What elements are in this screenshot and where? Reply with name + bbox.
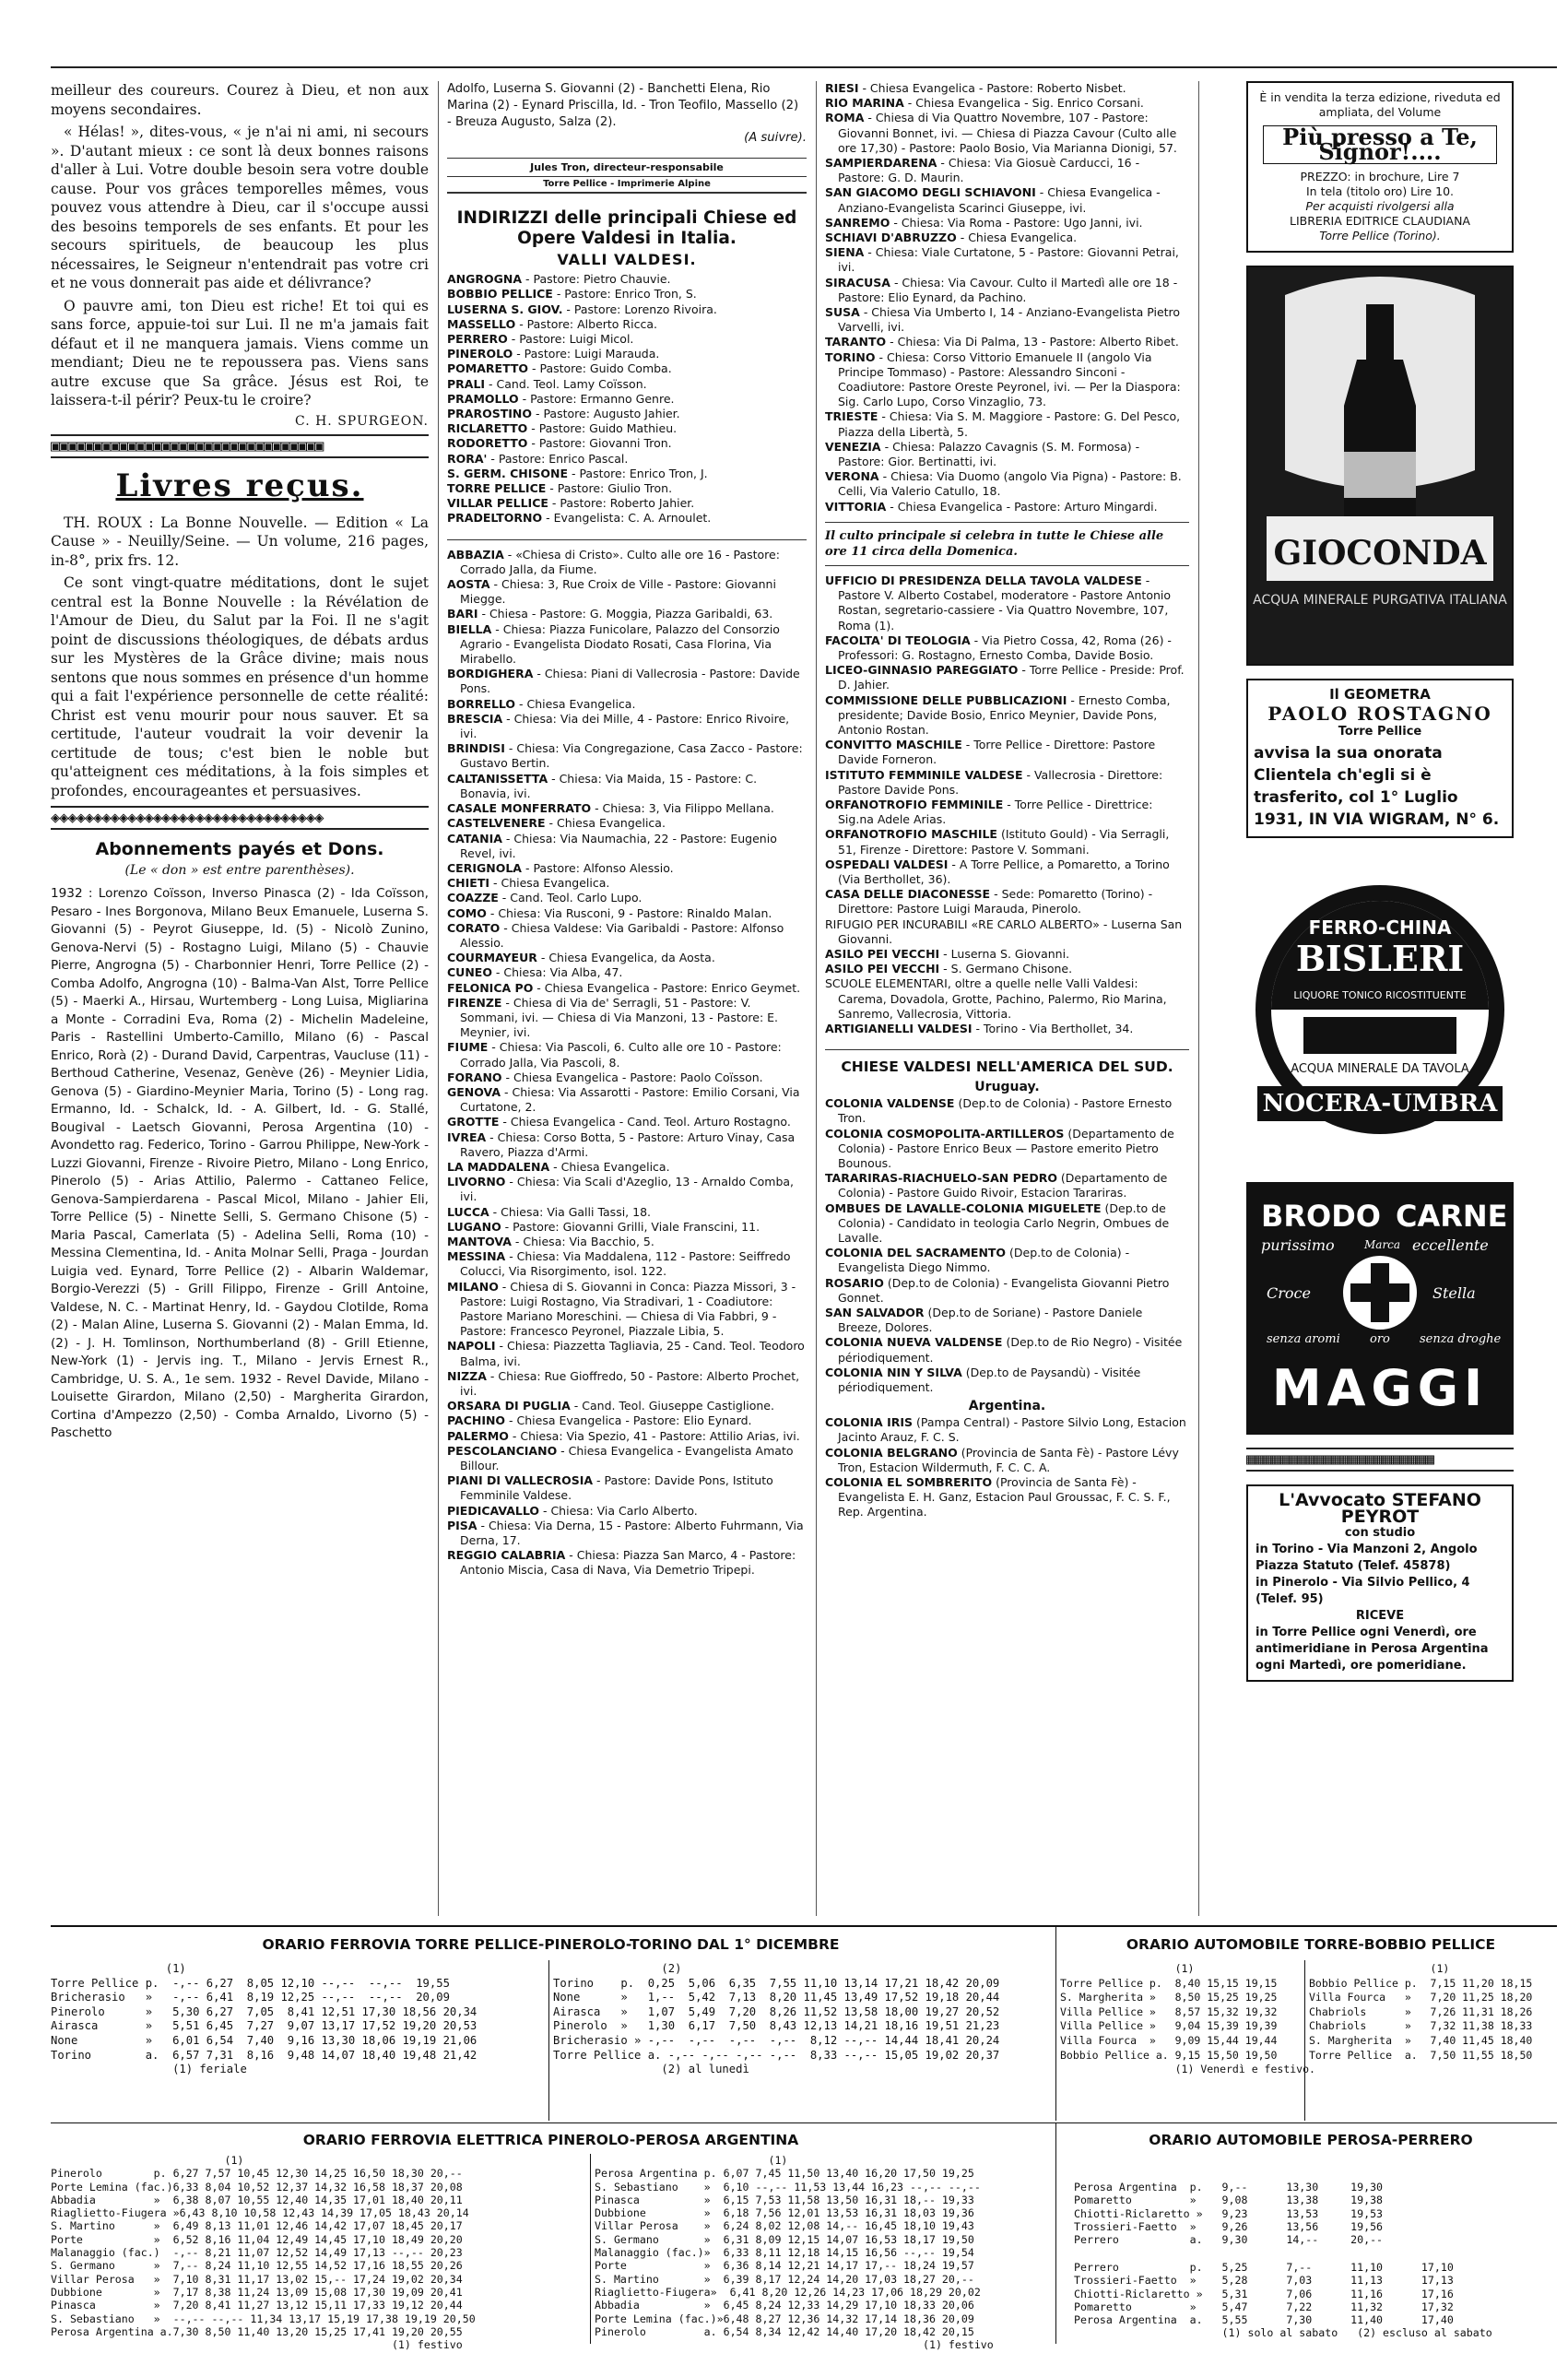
directory-entry: COURMAYEUR - Chiesa Evangelica, da Aosta. <box>447 951 715 965</box>
bisleri-brand: BISLERI <box>1295 938 1465 979</box>
directory-entry: LIVORNO - Chiesa: Via Scali d'Azeglio, 13 - Arnaldo Comba, ivi. <box>447 1175 795 1204</box>
uruguay-heading: Uruguay. <box>974 1080 1040 1095</box>
ad-city: Torre Pellice (Torino). <box>1319 229 1441 242</box>
top-rule <box>51 66 1557 68</box>
timetable-torre-bobbio: (1) Torre Pellice p. 8,40 15,15 19,15 S. Margherita » 8,50 15,25 19,25 Villa Pellice » 8,57 15,32 19,32 Villa Pellice » 9,04 15,39 19,39 Villa Fourca » 9,09 15,44 19,44 Bobbio Pellice a. 9,15 15,50 19,50 (1) Venerdì e festivo. <box>1060 1962 1315 2076</box>
directory-entry: BIELLA - Chiesa: Piazza Funicolare, Palazzo del Consorzio Agrario - Evangelista Diodato Rosati, Casa Florina, Via Mirabello. <box>447 621 780 667</box>
maggi-eccellente: eccellente <box>1412 1236 1489 1254</box>
directory-entry: UFFICIO DI PRESIDENZA DELLA TAVOLA VALDESE - Pastore V. Alberto Costabel, moderatore - Pastore Antonio Rostan, segretario-cassiere - Via Quattro Novembre, 107, Roma (1). <box>825 573 1172 633</box>
gioconda-subtitle: ACQUA MINERALE PURGATIVA ITALIANA <box>1253 593 1507 608</box>
directory-entry: TARANTO - Chiesa: Via Di Palma, 13 - Pastore: Alberto Ribet. <box>825 335 1179 349</box>
directory-entry: POMARETTO - Pastore: Guido Comba. <box>447 361 672 376</box>
nocera-subtitle: ACQUA MINERALE DA TAVOLA <box>1291 1062 1469 1076</box>
maggi-carne: CARNE <box>1396 1199 1508 1234</box>
nocera-brand: NOCERA-UMBRA <box>1262 1090 1498 1117</box>
maggi-marca: Marca <box>1364 1238 1401 1251</box>
directory-entry: COAZZE - Cand. Teol. Carlo Lupo. <box>447 891 643 905</box>
directory-entry: LUGANO - Pastore: Giovanni Grilli, Viale Franscini, 11. <box>447 1219 760 1234</box>
timetable-perrero-perosa: Perrero p. 5,25 7,-- 11,10 17,10 Trossieri-Faetto » 5,28 7,03 11,13 17,13 Chiotti-Riclaretto » 5,31 7,06 11,16 17,16 Pomaretto » 5,47 7,22 11,32 17,32 Perosa Argentina a. 5,55 7,30 11,40 17,40 (1) solo al sabato (2) escluso al sabato <box>1074 2261 1492 2340</box>
directory-entry: RIFUGIO PER INCURABILI «RE CARLO ALBERTO» - Luserna San Giovanni. <box>825 916 1183 946</box>
spurgeon-paragraph-1: meilleur des coureurs. Courez à Dieu, et non aux moyens secondaires. <box>51 82 429 118</box>
directory-entry: TORINO - Chiesa: Corso Vittorio Emanuele II (angolo Via Principe Tommaso) - Pastore: Alessandro Sinconi - Coadiutore: Pastore Oreste Peyronel, ivi. — Per la Diaspora: Sig. Carlo Lupo, Corso Vinzaglio, 73. <box>825 349 1181 409</box>
spurgeon-signature: C. H. SPURGEON. <box>294 413 429 429</box>
maggi-senza-aromi: senza aromi <box>1267 1332 1340 1346</box>
geometra-name: PAOLO ROSTAGNO <box>1267 703 1492 725</box>
italy-list-continued <box>825 81 1189 514</box>
spurgeon-paragraph-3: O pauvre ami, ton Dieu est riche! Et toi qui es sans force, appuie-toi sur Lui. Il ne m'a jamais fait défaut et il ne manquera jamais. Viens comme un mendiant; Dieu ne te repoussera pas. Viens sans autre excuse que Sa grâce. Jésus est Roi, te laissera-t-il périr? Peux-tu le croire? <box>51 297 429 408</box>
ornamental-border: ▣▣▣▣▣▣▣▣▣▣▣▣▣▣▣▣▣▣▣▣▣▣▣▣▣▣▣▣▣▣▣▣ <box>51 434 429 458</box>
directory-entry: ISTITUTO FEMMINILE VALDESE - Vallecrosia - Direttore: Pastore Davide Pons. <box>825 767 1163 797</box>
directory-entry: FIUME - Chiesa: Via Pascoli, 6. Culto alle ore 10 - Pastore: Corrado Jalla, Via Pascoli, 8. <box>447 1040 782 1070</box>
directory-entry: SUSA - Chiesa Via Umberto I, 14 - Anziano-Evangelista Pietro Varvelli, ivi. <box>825 305 1181 335</box>
indirizzi-heading: INDIRIZZI delle principali Chiese ed Opere Valdesi in Italia. <box>456 208 797 249</box>
directory-entry: ORSARA DI PUGLIA - Cand. Teol. Giuseppe Castiglione. <box>447 1399 774 1413</box>
livres-citation: TH. ROUX : La Bonne Nouvelle. — Edition « La Cause » - Neuilly/Seine. — Un volume, 216 pages, in-8°, prix frs. 12. <box>51 514 429 569</box>
divider <box>1055 1927 1056 2121</box>
livres-heading: Livres reçus. <box>115 467 364 504</box>
directory-entry: SCHIAVI D'ABRUZZO - Chiesa Evangelica. <box>825 231 1078 245</box>
timetable-bobbio-heading: ORARIO AUTOMOBILE TORRE-BOBBIO PELLICE <box>1126 1936 1496 1953</box>
bisleri-top: FERRO-CHINA <box>1308 916 1452 939</box>
ad-text: È in vendita la terza edizione, riveduta ed ampliata, del Volume <box>1259 90 1501 119</box>
directory-entry: FORANO - Chiesa Evangelica - Pastore: Paolo Coïsson. <box>447 1070 763 1084</box>
directory-entry: OSPEDALI VALDESI - A Torre Pellice, a Pomaretto, a Torino (Via Berthollet, 36). <box>825 857 1170 886</box>
directory-entry: CASALE MONFERRATO - Chiesa: 3, Via Filippo Mellana. <box>447 801 774 816</box>
directory-entry: ANGROGNA - Pastore: Pietro Chauvie. <box>447 272 671 287</box>
directory-entry: PIEDICAVALLO - Chiesa: Via Carlo Alberto. <box>447 1503 698 1518</box>
timetable-perosa-pinerolo: (1) Perosa Argentina p. 6,07 7,45 11,50 13,40 16,20 17,50 19,25 S. Sebastiano » 6,10 --,-- 11,53 13,44 16,23 --,-- --,-- Pinasca » 6,15 7,53 11,58 13,50 16,31 18,-- 19,33 Dubbione » 6,18 7,56 12,01 13,53 16,31 18,03 19,36 Villar Perosa » 6,24 8,02 12,08 14,-- 16,45 18,10 19,43 S. Germano » 6,31 8,09 12,15 14,07 16,53 18,17 19,50 Malanaggio (fac.)» 6,33 8,11 12,18 14,15 16,56 --,-- 19,54 Porte » 6,36 8,14 12,21 14,17 17,-- 18,24 19,57 S. Martino » 6,39 8,17 12,24 14,20 17,03 18,27 20,-- Riaglietto-Fiugera» 6,41 8,20 12,26 14,23 17,06 18,29 20,02 Abbadia » 6,45 8,24 12,33 14,29 17,10 18,33 20,06 Porte Lemina (fac.)»6,48 8,27 12,36 14,32 17,14 18,36 20,09 Pinerolo a. 6,54 8,34 12,42 14,40 17,20 18,42 20,15 (1) festivo <box>595 2154 994 2352</box>
directory-entry: LUSERNA S. GIOV. - Pastore: Lorenzo Rivoira. <box>447 302 717 316</box>
directory-entry: SAN SALVADOR (Dep.to de Soriane) - Pastore Daniele Breeze, Dolores. <box>825 1306 1143 1335</box>
directory-entry: VERONA - Chiesa: Via Duomo (angolo Via Pigna) - Pastore: B. Celli, Via Valerio Catullo, 18. <box>825 469 1182 499</box>
directory-entry: FELONICA PO - Chiesa Evangelica - Pastore: Enrico Geymet. <box>447 980 801 995</box>
directory-entry: CASTELVENERE - Chiesa Evangelica. <box>447 816 666 831</box>
peyrot-studio: con studio <box>1344 1526 1416 1540</box>
directory-entry: RODORETTO - Pastore: Giovanni Tron. <box>447 436 672 451</box>
directory-entry: CHIETI - Chiesa Evangelica. <box>447 876 610 891</box>
ad-price: PREZZO: in brochure, Lire 7 <box>1300 170 1460 183</box>
directory-entry: VILLAR PELLICE - Pastore: Roberto Jahier. <box>447 496 695 511</box>
directory-entry: CUNEO - Chiesa: Via Alba, 47. <box>447 965 623 980</box>
directory-entry: RIESI - Chiesa Evangelica - Pastore: Roberto Nisbet. <box>825 81 1126 95</box>
directory-entry: COLONIA NUEVA VALDENSE (Dep.to de Rio Negro) - Visitée périodiquement. <box>825 1335 1183 1365</box>
directory-entry: OMBUES DE LAVALLE-COLONIA MIGUELETE (Dep.to de Colonia) - Candidato in teologia Carlo Negrin, Ombues de Lavalle. <box>825 1200 1170 1246</box>
italy-list <box>447 548 807 1579</box>
maggi-brand: MAGGI <box>1271 1359 1489 1417</box>
claudiana-ad <box>1246 81 1514 253</box>
timetable-perrero-heading: ORARIO AUTOMOBILE PEROSA-PERRERO <box>1149 2132 1473 2148</box>
maggi-oro: oro <box>1370 1332 1390 1346</box>
directory-entry: SCUOLE ELEMENTARI, oltre a quelle nelle Valli Valdesi: Carema, Dovadola, Grotte, Pachino, Palermo, Rio Marina, Sanremo, Vallecrosia, Vittoria. <box>825 976 1167 1021</box>
separator <box>447 539 807 540</box>
editor-line: Jules Tron, directeur-responsabile <box>447 158 807 177</box>
directory-entry: CASA DELLE DIACONESSE - Sede: Pomaretto (Torino) - Direttore: Pastore Luigi Marauda, Pinerolo. <box>825 887 1153 916</box>
directory-entry: PACHINO - Chiesa Evangelica - Pastore: Elio Eynard. <box>447 1413 752 1428</box>
directory-entry: BORRELLO - Chiesa Evangelica. <box>447 696 636 711</box>
directory-entry: BRINDISI - Chiesa: Via Congregazione, Casa Zacco - Pastore: Gustavo Bertin. <box>447 741 803 771</box>
geometra-title: Il GEOMETRA <box>1329 686 1431 703</box>
ad-publisher: LIBRERIA EDITRICE CLAUDIANA <box>1290 214 1470 228</box>
bisleri-subtitle: LIQUORE TONICO RICOSTITUENTE <box>1293 989 1467 1001</box>
directory-entry: LA MADDALENA - Chiesa Evangelica. <box>447 1159 670 1174</box>
directory-entry: NAPOLI - Chiesa: Piazzetta Tagliavia, 25 - Cand. Teol. Teodoro Balma, ivi. <box>447 1339 805 1368</box>
bisleri-illustration <box>1248 851 1512 1169</box>
abonnements-heading: Abonnements payés et Dons. <box>95 839 384 859</box>
directory-entry: COMMISSIONE DELLE PUBBLICAZIONI - Ernesto Comba, presidente; Davide Bosio, Enrico Meynier, Davide Pons, Antonio Rostan. <box>825 692 1171 737</box>
geometra-ad <box>1246 679 1514 838</box>
directory-entry: NIZZA - Chiesa: Rue Gioffredo, 50 - Pastore: Alberto Prochet, ivi. <box>447 1368 800 1399</box>
directory-entry: MANTOVA - Chiesa: Via Bacchio, 5. <box>447 1234 654 1248</box>
timetable-pinerolo-perosa: (1) Pinerolo p. 6,27 7,57 10,45 12,30 14,25 16,50 18,30 20,-- Porte Lemina (fac.)6,33 8,04 10,52 12,37 14,32 16,58 18,37 20,08 Abbadia » 6,38 8,07 10,55 12,40 14,35 17,01 18,40 20,11 Riaglietto-Fiugera »6,43 8,10 10,58 12,43 14,39 17,05 18,43 20,14 S. Martino » 6,49 8,13 11,01 12,46 14,42 17,07 18,45 20,17 Porte » 6,52 8,16 11,04 12,49 14,45 17,10 18,49 20,20 Malanaggio (fac.) -,-- 8,21 11,07 12,52 14,49 17,13 --,-- 20,23 S. Germano » 7,-- 8,24 11,10 12,55 14,52 17,16 18,55 20,26 Villar Perosa » 7,10 8,31 11,17 13,02 15,-- 17,24 19,02 20,34 Dubbione » 7,17 8,38 11,24 13,09 15,08 17,30 19,09 20,41 Pinasca » 7,20 8,41 11,27 13,12 15,11 17,33 19,12 20,44 S. Sebastiano » --,-- --,-- 11,34 13,17 15,19 17,38 19,19 20,50 Perosa Argentina a.7,30 8,50 11,40 13,20 15,25 17,41 19,20 20,55 (1) festivo <box>51 2154 476 2352</box>
directory-entry: ASILO PEI VECCHI - Luserna S. Giovanni. <box>825 946 1070 961</box>
directory-entry: COLONIA NIN Y SILVA (Dep.to de Paysandù) - Visitée périodiquement. <box>825 1365 1141 1395</box>
directory-entry: GROTTE - Chiesa Evangelica - Cand. Teol. Arturo Rostagno. <box>447 1115 791 1129</box>
directory-entry: COLONIA IRIS (Pampa Central) - Pastore Silvio Long, Estacion Jacinto Arauz, F. C. S. <box>825 1415 1186 1445</box>
divider <box>548 1960 549 2121</box>
directory-entry: S. GERM. CHISONE - Pastore: Enrico Tron, J. <box>447 466 708 480</box>
directory-entry: AOSTA - Chiesa: 3, Rue Croix de Ville - Pastore: Giovanni Miegge. <box>447 577 776 607</box>
abonnements-subheading: (Le « don » est entre parenthèses). <box>124 863 355 878</box>
directory-entry: CALTANISSETTA - Chiesa: Via Maida, 15 - Pastore: C. Bonavia, ivi. <box>447 771 758 800</box>
divider <box>51 2122 1557 2123</box>
divider <box>1304 1960 1305 2121</box>
separator <box>825 565 1189 566</box>
directory-entry: TARARIRAS-RIACHUELO-SAN PEDRO (Departamento de Colonia) - Pastore Guido Rivoir, Estacion Tarariras. <box>825 1171 1168 1200</box>
directory-entry: PRAROSTINO - Pastore: Augusto Jahier. <box>447 407 680 421</box>
gioconda-ad <box>1246 266 1514 666</box>
argentina-list <box>825 1415 1189 1519</box>
directory-entry: VENEZIA - Chiesa: Palazzo Cavagnis (S. M. Formosa) - Pastore: Gior. Bertinatti, ivi. <box>825 439 1140 469</box>
directory-entry: IVREA - Chiesa: Corso Botta, 5 - Pastore: Arturo Vinay, Casa Ravero, Piazza d'Armi. <box>447 1129 796 1159</box>
peyrot-hours: in Torre Pellice ogni Venerdì, ore antimeridiane in Perosa Argentina ogni Martedì, ore pomeridiane. <box>1256 1626 1489 1673</box>
column-1 <box>51 81 429 1916</box>
directory-entry: PESCOLANCIANO - Chiesa Evangelica - Evangelista Amato Billour. <box>447 1443 794 1473</box>
directory-entry: TORRE PELLICE - Pastore: Giulio Tron. <box>447 481 673 496</box>
directory-entry: COLONIA DEL SACRAMENTO (Dep.to de Colonia) - Evangelista Diego Nimmo. <box>825 1246 1130 1275</box>
abonnements-list: 1932 : Lorenzo Coïsson, Inverso Pinasca (2) - Ida Coïsson, Pesaro - Ines Borgonova, Milano Beux Emanuele, Luserna S. Giovanni (5) - Peyrot Giuseppe, Id. (5) - Nicolò Zunino, Genova-Nervi (5) - Rostagno Luigi, Milano (5) - Chauvie Pierre, Angrogna (5) - Charbonnier Henri, Torre Pellice (2) - Comba Adolfo, Angrogna (10) - Balma-Van Alst, Torre Pellice (5) - Maerki A., Hirsau, Wurtemberg - Long Luisa, Migliarina a Monte - Corradini Eva, Roma (2) - Michelin Madeleine, Paris - Rastellini Umberto-Camillo, Milano (6) - Pascal Enrico, Rorà (2) - Durand David, Carpentras, Vaucluse (11) - Berthoud Catherine, Vesenaz, Genève (26) - Meynier Lidia, Genova (5) - Giardino-Meynier Maria, Torino (5) - Long rag. Ermanno, Id. - Schalck, Id. - A. Gilbert, Id. - G. Stallé, Bougival - Laetsch Giovanni, Perosa Argentina (10) - Avondetto rag. Federico, Torino - Garrou Philippe, New-York - Luzzi Giovanni, Firenze - Rivoire Pietro, Milano - Long Enrico, Pinerolo (5) - Arias Attilio, Palermo - Cattaneo Felice, Genova-Sampierdarena - Pascal Micol, Milano - Jahier Eli, Torre Pellice (5) - Ninette Selli, S. Germano Chisone (5) - Maria Pascal, Camerlata (5) - Adelina Selli, Roma (10) - Messina Clementina, Id. - Anita Molnar Selli, Praga - Jourdan Luigia ved. Eynard, Torre Pellice (2) - Albarin Waldemar, Borgio-Verezzi (5) - Grill Filippo, Firenze - Grill Antoine, Valdese, N. C. - Martinat Henry, Id. - Gaydou Clotilde, Roma (2) - Malan Aline, Luserna S. Giovanni (2) - Malan Emma, Id. (2) - J. H. Tomlinson, Northumberland (8) - Grill Etienne, New-York (1) - Jervis ing. T., Milano - Jervis Ernest R., Cambridge, U. S. A., 1e sem. 1932 - Revel Davide, Milano - Louisette Girardon, Milano (2,50) - Margherita Girardon, Cortina d'Ampezzo (2,50) - Comba Arnaldo, Livorno (5) - Paschetto <box>51 886 429 1440</box>
directory-entry: COLONIA EL SOMBRERITO (Provincia de Santa Fè) - Evangelista E. H. Ganz, Estacion Paul Groussac, F. C. S. F., Rep. Argentina. <box>825 1475 1171 1519</box>
directory-entry: COLONIA BELGRANO (Provincia de Santa Fè) - Pastore Lévy Tron, Estacion Wildermuth, F. C. C. A. <box>825 1445 1179 1474</box>
opere-list <box>825 573 1189 1036</box>
ad-price-2: In tela (titolo oro) Lire 10. <box>1305 184 1455 198</box>
directory-entry: GENOVA - Chiesa: Via Assarotti - Pastore: Emilio Corsani, Via Curtatone, 2. <box>447 1084 800 1115</box>
peyrot-torino: in Torino - Via Manzoni 2, Angolo Piazza Statuto (Telef. 45878) <box>1256 1543 1478 1573</box>
directory-entry: CERIGNOLA - Pastore: Alfonso Alessio. <box>447 860 674 875</box>
timetable-torre-torino: (1) Torre Pellice p. -,-- 6,27 8,05 12,10 --,-- --,-- 19,55 Bricherasio » -,-- 6,41 8,19 12,25 --,-- --,-- 20,09 Pinerolo » 5,30 6,27 7,05 8,41 12,51 17,30 18,56 20,34 Airasca » 5,51 6,45 7,27 9,07 13,17 17,52 19,20 20,53 None » 6,01 6,54 7,40 9,16 13,30 18,06 19,19 21,06 Torino a. 6,57 7,31 8,16 9,48 14,07 18,40 19,48 21,42 (1) feriale <box>51 1962 477 2076</box>
valli-list <box>447 272 807 526</box>
separator <box>825 1049 1189 1050</box>
directory-entry: CONVITTO MASCHILE - Torre Pellice - Direttore: Pastore Davide Forneron. <box>825 738 1156 767</box>
directory-entry: PRAMOLLO - Pastore: Ermanno Genre. <box>447 391 675 406</box>
ornamental-border-3: ▦▦▦▦▦▦▦▦▦▦▦▦▦▦▦▦▦▦▦▦▦▦ <box>1246 1448 1514 1472</box>
directory-entry: COLONIA VALDENSE (Dep.to de Colonia) - Pastore Ernesto Tron. <box>825 1096 1173 1126</box>
directory-entry: TRIESTE - Chiesa: Via S. M. Maggiore - Pastore: G. Del Pesco, Piazza della Libertà, 5. <box>825 409 1181 439</box>
directory-entry: ROMA - Chiesa di Via Quattro Novembre, 107 - Pastore: Giovanni Bonnet, ivi. — Chiesa di Piazza Cavour (Culto alle ore 17,30) - Pastore: Paolo Bosio, Via Marianna Dionigi, 57. <box>825 111 1177 155</box>
directory-entry: CATANIA - Chiesa: Via Naumachia, 22 - Pastore: Eugenio Revel, ivi. <box>447 831 777 860</box>
directory-entry: REGGIO CALABRIA - Chiesa: Piazza San Marco, 4 - Pastore: Antonio Miscia, Casa di Nava, Via Demetrio Tripepi. <box>447 1548 796 1578</box>
directory-entry: PINEROLO - Pastore: Luigi Marauda. <box>447 347 660 361</box>
directory-entry: BRESCIA - Chiesa: Via dei Mille, 4 - Pastore: Enrico Rivoire, ivi. <box>447 711 790 741</box>
south-america-heading: CHIESE VALDESI NELL'AMERICA DEL SUD. <box>841 1058 1173 1076</box>
directory-entry: ORFANOTROFIO FEMMINILE - Torre Pellice - Direttrice: Sig.na Adele Arias. <box>825 797 1153 827</box>
directory-entry: ABBAZIA - «Chiesa di Cristo». Culto alle ore 16 - Pastore: Corrado Jalla, da Fiume. <box>447 547 780 576</box>
directory-entry: FIRENZE - Chiesa di Via de' Serragli, 51 - Pastore: V. Sommani, ivi. — Chiesa di Via Manzoni, 13 - Pastore: E. Meynier, ivi. <box>447 995 779 1040</box>
culto-note: Il culto principale si celebra in tutte le Chiese alle ore 11 circa della Domenica. <box>825 528 1164 559</box>
spurgeon-paragraph-2: « Hélas! », dites-vous, « je n'ai ni ami, ni secours ». D'autant mieux : ce sont là deux bonnes raisons d'aller à Lui. Votre double besoin sera votre double cause. Pour vos grâces temporelles mêmes, vous pouvez vous attendre à Dieu, car il s'occupe aussi des besoins temporels de ses enfants. Et pour les secours spirituels, de beaucoup les plus nécessaires, le Seigneur n'entendrait pas votre cri et ne vous donnerait pas aide et délivrance? <box>51 124 429 291</box>
printer-line: Torre Pellice - Imprimerie Alpine <box>447 179 807 194</box>
timetable-torino-heading: ORARIO FERROVIA TORRE PELLICE-PINEROLO-TORINO DAL 1° DICEMBRE <box>262 1936 840 1953</box>
directory-entry: BORDIGHERA - Chiesa: Piani di Vallecrosia - Pastore: Davide Pons. <box>447 667 800 696</box>
directory-entry: ORFANOTROFIO MASCHILE (Istituto Gould) - Via Serragli, 51, Firenze - Direttore: Pastore V. Sommani. <box>825 827 1170 857</box>
directory-entry: MESSINA - Chiesa: Via Maddalena, 112 - Pastore: Seiffredo Colucci, Via Risorgimento, isol. 122. <box>447 1249 791 1279</box>
geometra-message: avvisa la sua onorata Clientela ch'egli si è trasferito, col 1° Luglio 1931, IN VIA WIGRAM, N° 6. <box>1254 744 1500 829</box>
directory-entry: RICLARETTO - Pastore: Guido Mathieu. <box>447 421 678 436</box>
geometra-city: Torre Pellice <box>1338 725 1422 739</box>
directory-entry: MASSELLO - Pastore: Alberto Ricca. <box>447 316 657 331</box>
peyrot-riceve: RICEVE <box>1355 1609 1405 1623</box>
directory-entry: SANREMO - Chiesa: Via Roma - Pastore: Ugo Janni, ivi. <box>825 215 1143 230</box>
maggi-senza-droghe: senza droghe <box>1420 1332 1502 1346</box>
divider <box>1055 2122 1056 2344</box>
timetable-perosa-heading: ORARIO FERROVIA ELETTRICA PINEROLO-PEROSA ARGENTINA <box>302 2132 799 2148</box>
peyrot-pinerolo: in Pinerolo - Via Silvio Pellico, 4 (Telef. 95) <box>1256 1576 1470 1606</box>
directory-entry: PALERMO - Chiesa: Via Spezio, 41 - Pastore: Attilio Arias, ivi. <box>447 1428 800 1443</box>
uruguay-list <box>825 1096 1189 1395</box>
maggi-stella: Stella <box>1432 1284 1476 1302</box>
maggi-illustration <box>1248 1184 1512 1433</box>
maggi-croce: Croce <box>1267 1284 1311 1302</box>
directory-entry: RIO MARINA - Chiesa Evangelica - Sig. Enrico Corsani. <box>825 96 1144 111</box>
column-2 <box>447 81 807 1916</box>
directory-entry: BOBBIO PELLICE - Pastore: Enrico Tron, S. <box>447 287 697 302</box>
ornamental-border-2: ◈◈◈◈◈◈◈◈◈◈◈◈◈◈◈◈◈◈◈◈◈◈◈◈◈◈◈◈◈◈◈◈ <box>51 806 429 830</box>
ad-contact: Per acquisti rivolgersi alla <box>1305 199 1455 213</box>
timetable-bobbio-torre: (1) Bobbio Pellice p. 7,15 11,20 18,15 Villa Fourca » 7,20 11,25 18,20 Chabriols » 7,26 11,31 18,26 Chabriols » 7,32 11,38 18,33 S. Margherita » 7,40 11,45 18,40 Torre Pellice a. 7,50 11,55 18,50 <box>1309 1962 1533 2062</box>
directory-entry: ROSARIO (Dep.to de Colonia) - Evangelista Giovanni Pietro Gonnet. <box>825 1275 1170 1305</box>
directory-entry: ASILO PEI VECCHI - S. Germano Chisone. <box>825 962 1073 976</box>
separator <box>825 522 1189 523</box>
suivre-note: (A suivre). <box>744 131 807 146</box>
directory-entry: LICEO-GINNASIO PAREGGIATO - Torre Pellice - Preside: Prof. D. Jahier. <box>825 663 1185 692</box>
directory-entry: CORATO - Chiesa Valdese: Via Garibaldi - Pastore: Alfonso Alessio. <box>447 920 784 950</box>
directory-entry: PRALI - Cand. Teol. Lamy Coïsson. <box>447 376 647 391</box>
directory-entry: COLONIA COSMOPOLITA-ARTILLEROS (Departamento de Colonia) - Pastore Enrico Beux — Pastore emerito Pietro Bounous. <box>825 1126 1174 1170</box>
directory-entry: PIANI DI VALLECROSIA - Pastore: Davide Pons, Istituto Femminile Valdese. <box>447 1473 773 1503</box>
valli-heading: VALLI VALDESI. <box>557 251 697 269</box>
peyrot-name: L'Avvocato STEFANO PEYROT <box>1279 1490 1481 1527</box>
abonnements-continued: Adolfo, Luserna S. Giovanni (2) - Banchetti Elena, Rio Marina (2) - Eynard Priscilla, Id. - Tron Teofilo, Massello (2) - Breuza Augusto, Salza (2). <box>447 82 799 129</box>
directory-entry: MILANO - Chiesa di S. Giovanni in Conca: Piazza Missori, 3 - Pastore: Luigi Rostagno, Via Stradivari, 1 - Coadiutore: Pastore Mariano Moreschini. — Chiesa di Via Fabbri, 9 - Pastore: Francesco Peyronel, Piazzale Libia, 5. <box>447 1279 796 1339</box>
argentina-heading: Argentina. <box>968 1399 1046 1414</box>
timetable-torino-torre: (2) Torino p. 0,25 5,06 6,35 7,55 11,10 13,14 17,21 18,42 20,09 None » 1,-- 5,42 7,13 8,20 11,45 13,49 17,52 19,18 20,44 Airasca » 1,07 5,49 7,20 8,26 11,52 13,58 18,00 19,27 20,52 Pinerolo » 1,30 6,17 7,50 8,43 12,13 14,21 18,16 19,51 21,23 Bricherasio » -,-- -,-- -,-- -,-- 8,12 --,-- 14,44 18,41 20,24 Torre Pellice a. -,-- -,-- -,-- -,-- 8,33 --,-- 15,05 19,02 20,37 (2) al lunedì <box>553 1962 1000 2076</box>
column-divider <box>1198 81 1199 1916</box>
timetable-perosa-perrero: Perosa Argentina p. 9,-- 13,30 19,30 Pomaretto » 9,08 13,38 19,38 Chiotti-Riclaretto » 9,23 13,53 19,53 Trossieri-Faetto » 9,26 13,56 19,56 Perrero a. 9,30 14,-- 20,-- <box>1074 2181 1384 2247</box>
column-divider <box>816 81 817 1916</box>
directory-entry: SIENA - Chiesa: Viale Curtatone, 5 - Pastore: Giovanni Petrai, ivi. <box>825 245 1179 275</box>
column-divider <box>438 81 439 1916</box>
gioconda-brand: GIOCONDA <box>1273 534 1487 573</box>
maggi-ad <box>1246 1182 1514 1435</box>
maggi-purissimo: purissimo <box>1261 1236 1335 1254</box>
timetables <box>51 1925 1557 2352</box>
directory-entry: BARI - Chiesa - Pastore: G. Moggia, Piazza Garibaldi, 63. <box>447 607 773 621</box>
directory-entry: SIRACUSA - Chiesa: Via Cavour. Culto il Martedì alle ore 18 - Pastore: Elio Eynard, da Pachino. <box>825 275 1178 304</box>
directory-entry: COMO - Chiesa: Via Rusconi, 9 - Pastore: Rinaldo Malan. <box>447 905 772 920</box>
bisleri-ad <box>1246 851 1514 1169</box>
directory-entry: VITTORIA - Chiesa Evangelica - Pastore: Arturo Mingardi. <box>825 499 1158 514</box>
peyrot-ad <box>1246 1484 1514 1682</box>
directory-entry: SAN GIACOMO DEGLI SCHIAVONI - Chiesa Evangelica - Anziano-Evangelista Scarinci Giuseppe, ivi. <box>825 185 1161 215</box>
directory-entry: RORA' - Pastore: Enrico Pascal. <box>447 451 629 466</box>
directory-entry: PISA - Chiesa: Via Derna, 15 - Pastore: Alberto Fuhrmann, Via Derna, 17. <box>447 1518 804 1548</box>
directory-entry: SAMPIERDARENA - Chiesa: Via Giosuè Carducci, 16 - Pastore: G. D. Maurin. <box>825 156 1140 185</box>
divider <box>590 2154 591 2344</box>
directory-entry: LUCCA - Chiesa: Via Galli Tassi, 18. <box>447 1204 652 1219</box>
bottle-illustration <box>1248 267 1512 664</box>
column-4-ads <box>1246 81 1514 1916</box>
nocera-source: SORGENTE ANGELICA <box>1319 1134 1441 1147</box>
directory-entry: PRADELTORNO - Evangelista: C. A. Arnoulet. <box>447 511 712 526</box>
book-title: Più presso a Te, Signor!.... <box>1263 125 1497 164</box>
livres-review: Ce sont vingt-quatre méditations, dont le sujet central est la Bonne Nouvelle : la Révélation de l'Amour de Dieu, du Salut par la Foi. Il ne s'agit point de discussions théologiques, de débats ardus sur les Mystères de la Grâce divine; mais nous sentons que nous sommes en présence d'un homme qui a fait l'expérience personnelle de cette réalité: Christ est venu mourir pour nous sauver. Et sa certitude, l'auteur voudrait la voir devenir la certitude de tous; c'est bien le noble but qu'atteignent ces méditations, à la fois simples et profondes, encourageantes et persuasives. <box>51 574 429 799</box>
column-3 <box>825 81 1189 1916</box>
directory-entry: ARTIGIANELLI VALDESI - Torino - Via Berthollet, 34. <box>825 1021 1134 1035</box>
maggi-brodo: BRODO <box>1261 1199 1381 1234</box>
directory-entry: PERRERO - Pastore: Luigi Micol. <box>447 332 634 346</box>
directory-entry: FACOLTA' DI TEOLOGIA - Via Pietro Cossa, 42, Roma (26) - Professori: G. Rostagno, Ernesto Comba, Davide Bosio. <box>825 633 1172 662</box>
